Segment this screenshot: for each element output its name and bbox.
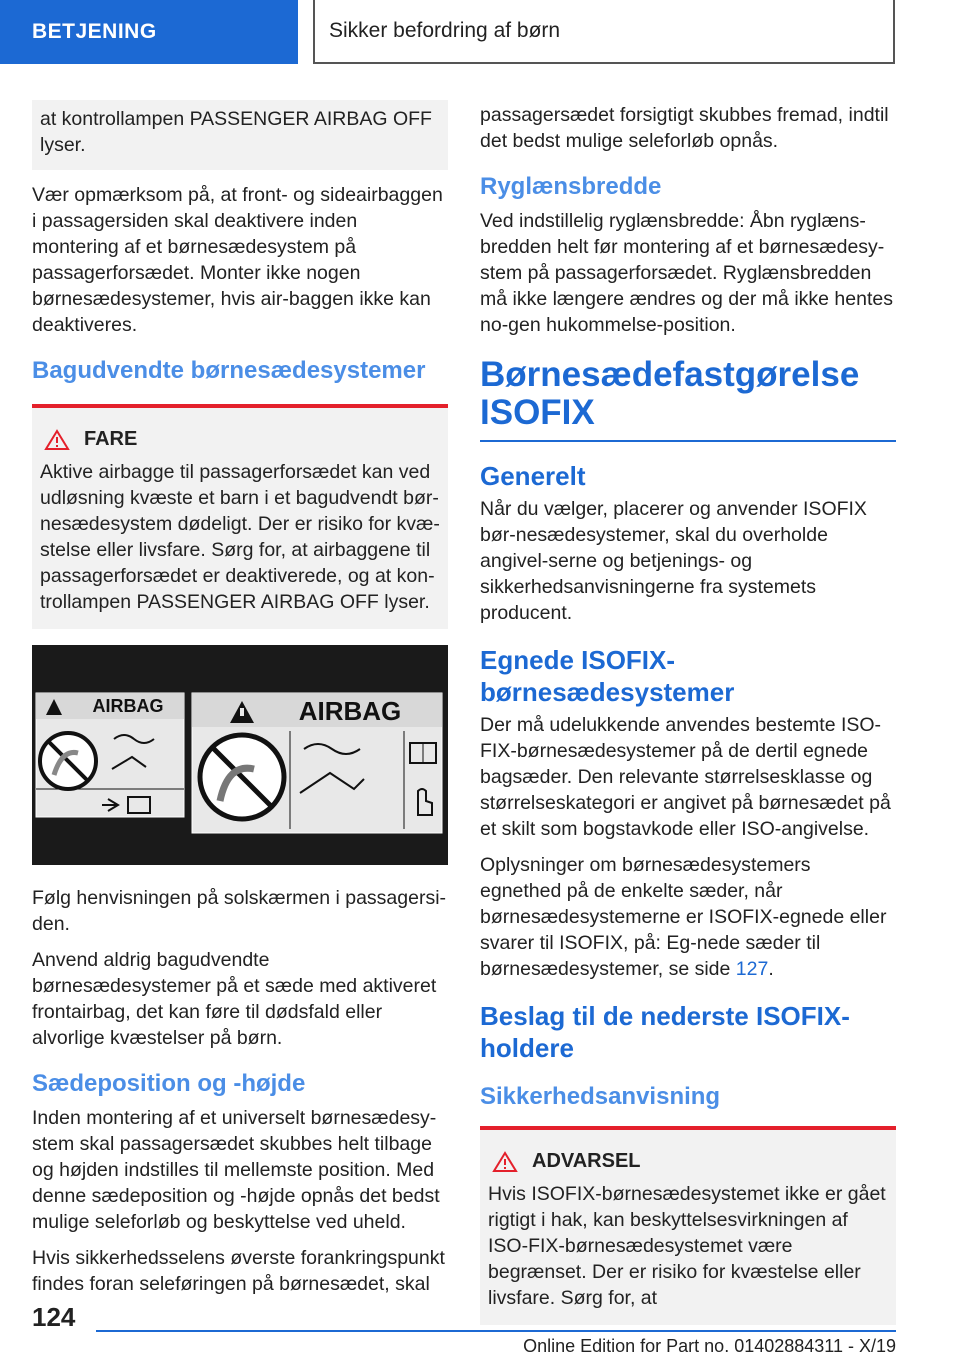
heading-general: Generelt	[480, 461, 586, 491]
warning-box	[480, 1126, 896, 1325]
paragraph: Når du vælger, placerer og anvender ISOFIX bør‐nesædesystemer, skal du overholde angivel‐serne og betjenings- og sikkerhedsanvisningerne fra systemets producent.	[480, 498, 867, 624]
heading-brackets: Beslag til de nederste ISOFIX-holdere	[480, 1001, 850, 1063]
continued-warning-text: at kontrollampen PASSENGER AIRBAG OFF lyser.	[40, 108, 432, 156]
heading-safety: Sikkerhedsanvisning	[480, 1083, 721, 1110]
page-reference-link[interactable]: 127	[735, 958, 769, 980]
paragraph: passagersædet forsigtigt skubbes fremad, indtil det bedst mulige seleforløb opnås.	[480, 104, 889, 152]
footer: Online Edition for Part no. 01402884311 - X/19	[96, 1330, 896, 1357]
paragraph-end: .	[768, 958, 774, 980]
heading-backrest-width: Ryglænsbredde	[480, 173, 662, 200]
paragraph-with-link	[480, 852, 896, 982]
danger-box	[32, 404, 448, 629]
large-label-text: AIRBAG	[298, 696, 402, 726]
danger-text: Aktive airbagge til passagerforsædet kan ved udløsning kvæste et barn i et bagudvendt bør‐nesædesystem dødeligt. Der er risiko for kvæ‐stelse eller livsfare. Sørg for, at airbaggene til passagerforsædet er deaktiverede, og at kon‐trollampen PASSENGER AIRBAG OFF lyser.	[40, 461, 440, 613]
small-label-text: AIRBAG	[92, 696, 164, 716]
danger-title	[44, 428, 440, 451]
warning-title-text: ADVARSEL	[532, 1150, 641, 1172]
paragraph: Inden montering af et universelt børnesædesy‐stem skal passagersædet skubbes helt tilbage og højden indstilles til mellemste position. Med denne sædeposition og -højde opnås det bedst mulige seleforløb og beskyttelse ved uheld.	[32, 1107, 440, 1233]
continued-warning-box	[32, 100, 448, 170]
danger-title-text: FARE	[84, 428, 138, 450]
chapter-title: Børnesædefastgørelse ISOFIX	[480, 356, 896, 442]
section-label: BETJENING	[32, 20, 157, 43]
paragraph: Vær opmærksom på, at front- og sideairbaggen i passagersiden skal deaktivere inden montering af et børnesædesystem på passagerforsædet. Monter ikke nogen børnesædesystemer, hvis air‐baggen ikke kan deaktiveres.	[32, 184, 443, 336]
left-column	[32, 100, 448, 1307]
paragraph: Der må udelukkende anvendes bestemte ISO‐FIX-børnesædesystemer på de dertil egnede bagsæder. Den relevante størrelsesklasse og størrelseskategori er angivet på børnesædet på et skilt som bogstavkode eller ISO-angivelse.	[480, 714, 891, 840]
right-column	[480, 102, 896, 1341]
page-header-title: Sikker befordring af børn	[329, 19, 561, 42]
warning-triangle-icon	[44, 429, 70, 451]
page-header	[313, 0, 895, 64]
warning-triangle-icon	[492, 1151, 518, 1173]
paragraph: Anvend aldrig bagudvendte børnesædesystemer på et sæde med aktiveret frontairbag, det kan føre til dødsfald eller alvorlige kvæstelser på børn.	[32, 949, 437, 1049]
warning-text: Hvis ISOFIX-børnesædesystemet ikke er gået rigtigt i hak, kan beskyttelsesvirkningen af ISO‐FIX-børnesædesystemet være begrænset. Der er risiko for kvæstelse eller livsfare. Sørg for, at	[488, 1183, 886, 1309]
heading-suitable-systems: Egnede ISOFIX-børnesædesystemer	[480, 645, 735, 707]
page-number: 124	[32, 1302, 76, 1332]
heading-rear-facing: Bagudvendte børnesædesystemer	[32, 357, 426, 384]
warning-title	[492, 1150, 888, 1173]
paragraph: Ved indstillelig ryglænsbredde: Åbn ryglæns‐bredden helt før montering af et børnesædesy‐stem på passagerforsædet. Ryglænsbredden må ikke længere ændres og der må ikke hentes no‐gen hukommelse-position.	[480, 210, 893, 336]
airbag-labels-illustration	[32, 645, 448, 865]
heading-seat-position: Sædeposition og -højde	[32, 1070, 306, 1097]
airbag-label-photo	[32, 645, 448, 865]
paragraph-text: Oplysninger om børnesædesystemers egnethed på de enkelte sæder, når børnesædesystemerne er ISOFIX-egnede eller svarer til ISOFIX, på: Eg‐nede sæder til børnesædesystemer, se side	[480, 854, 887, 980]
paragraph: Følg henvisningen på solskærmen i passagersi‐den.	[32, 887, 447, 935]
section-tab	[0, 0, 298, 64]
paragraph: Hvis sikkerhedsselens øverste forankringspunkt findes foran seleføringen på børnesædet, skal	[32, 1247, 445, 1295]
